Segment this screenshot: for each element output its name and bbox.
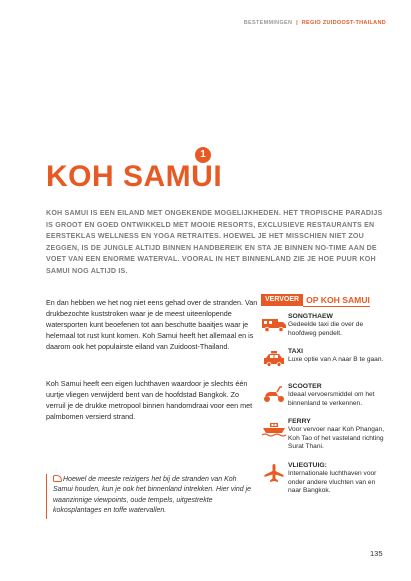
transport-desc: Ideaal vervoersmiddel om het binnenland te verkennen. — [288, 391, 375, 407]
transport-item-ferry — [261, 417, 387, 461]
body-paragraph-2: Koh Samui heeft een eigen luchthaven waardoor je slechts één uurtje vliegen verwijderd bent van de hoofdstad Bangkok. Zo verruil je de drukke metropool binnen handomdraai voor een met palmbomen versierd strand. — [46, 379, 253, 421]
transport-name: SCOOTER — [288, 383, 322, 390]
transport-item-scooter — [261, 382, 387, 417]
transport-header — [261, 294, 387, 306]
page-title: KOH SAMUI — [46, 160, 223, 193]
chapter-number-badge: 1 — [195, 147, 211, 163]
transport-desc: Luxe optie van A naar B te gaan. — [288, 356, 384, 363]
page-number: 135 — [370, 549, 383, 558]
transport-title: OP KOH SAMUI — [303, 294, 370, 307]
airplane-icon — [261, 463, 287, 483]
transport-name: TAXI — [288, 348, 303, 355]
transport-desc: Voor vervoer naar Koh Phangan, Koh Tao of het vasteland richting Surat Thani. — [288, 426, 385, 451]
transport-item-songthaew — [261, 312, 387, 347]
pull-quote-text: Hoewel de meeste reizigers het bij de stranden van Koh Samui houden, kun je ook het binnenland intrekken. Hier vind je waanzinnige viewpoints, oude tempels, uitgestrekte kokosplantages en toffe watervallen. — [53, 476, 252, 515]
intro-paragraph: KOH SAMUI IS EEN EILAND MET ONGEKENDE MOGELIJKHEDEN. HET TROPISCHE PARADIJS IS GROOT EN GOED ONTWIKKELD MET MOOIE RESORTS, EXCLUSIEVE RESTAURANTS EN EERSTEKLAS WELLNESS EN YOGA RETRAITES. HOEWEL JE HET MISSCHIEN NIET ZOU ZEGGEN, IS DE JUNGLE ALTIJD BINNEN HANDBEREIK EN STA JE BINNEN NO-TIME AAN DE VOET VAN EEN ENORME WATERVAL. VOORAL IN HET BINNENLAND ZIE JE HOE PUUR KOH SAMUI NOG ALTIJD IS. — [46, 209, 383, 275]
speech-bubble-icon — [53, 475, 62, 482]
transport-name: VLIEGTUIG: — [288, 462, 327, 469]
header-separator: | — [296, 20, 298, 26]
truck-icon — [261, 314, 287, 334]
transport-item-airplane — [261, 461, 387, 505]
transport-name: FERRY — [288, 418, 311, 425]
transport-desc: Gedeelde taxi die over de hoofdweg pendelt. — [288, 321, 364, 337]
taxi-icon — [261, 349, 287, 369]
scooter-icon — [261, 384, 287, 404]
transport-sidebar — [261, 294, 387, 505]
transport-item-taxi — [261, 347, 387, 382]
transport-name: SONGTHAEW — [288, 313, 333, 320]
pull-quote — [46, 474, 258, 519]
body-paragraph-1: En dan hebben we het nog niet eens gehad over de stranden. Van drukbezochte kuststroken waar je de meest uiteenlopende watersporten kunt beoefenen tot aan beschutte baaitjes waar je helemaal tot rust kunt komen. Koh Samui heeft het allemaal en is daarom ook het populairste eiland van Zuidoost-Thailand. — [46, 298, 258, 351]
header-region: REGIO ZUIDOOST-THAILAND — [301, 20, 386, 26]
header-section: BESTEMMINGEN — [243, 20, 293, 26]
transport-label: VERVOER — [261, 294, 303, 306]
transport-desc: Internationale luchthaven voor onder andere vluchten van en naar Bangkok. — [288, 470, 377, 495]
running-header — [200, 20, 386, 26]
ferry-icon — [261, 419, 287, 439]
